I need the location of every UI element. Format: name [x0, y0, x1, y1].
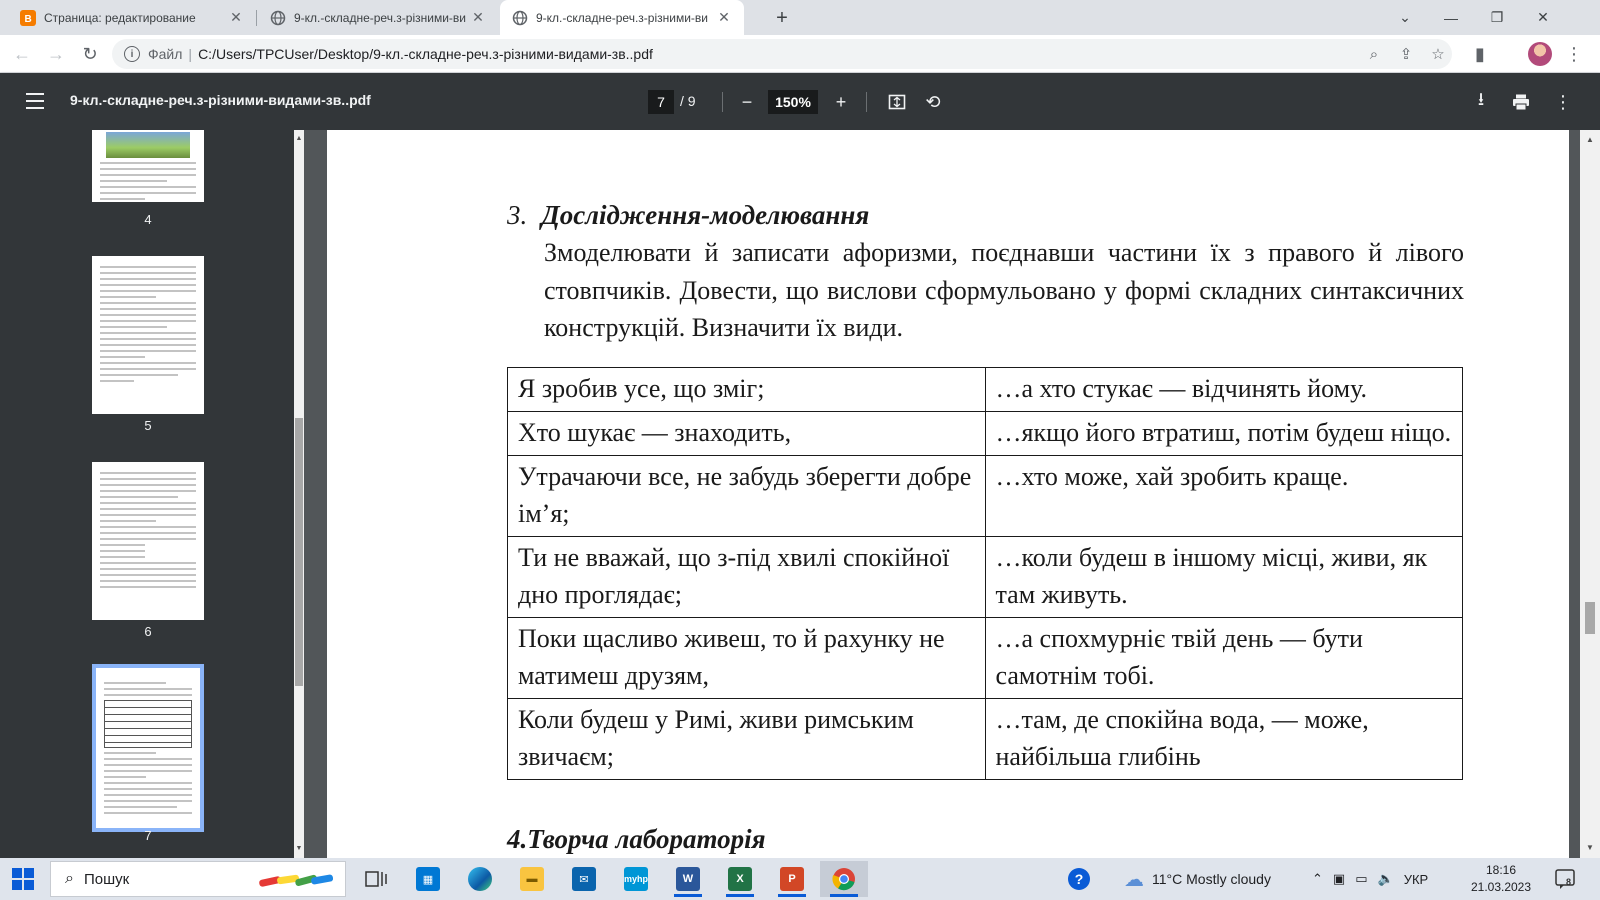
table-cell-right: …якщо його втратиш, потім будеш ніщо.	[985, 412, 1463, 456]
table-cell-left: Поки щасливо живеш, то й рахунку не матимеш друзям,	[508, 618, 986, 699]
windows-start-button[interactable]	[12, 868, 34, 890]
page-total: / 9	[680, 93, 696, 109]
pdf-content-area	[304, 130, 1580, 858]
toolbar-divider	[866, 92, 867, 112]
table-row	[508, 456, 1463, 537]
scrollbar-thumb[interactable]	[295, 418, 303, 686]
new-tab-button[interactable]: +	[776, 6, 788, 29]
browser-toolbar	[0, 35, 1600, 73]
table-cell-right: …там, де спокійна вода, — може, найбільша глибінь	[985, 699, 1463, 780]
more-menu-icon[interactable]: ⋮	[1565, 43, 1583, 64]
table-row	[508, 537, 1463, 618]
system-tray	[1312, 858, 1428, 900]
word-icon[interactable]: W	[664, 861, 712, 897]
download-icon[interactable]: ⭳	[1477, 89, 1485, 109]
next-section-heading: 4.Творча лабораторія	[507, 824, 766, 854]
zoom-in-icon[interactable]: +	[835, 91, 847, 112]
task-view-icon[interactable]	[352, 861, 400, 897]
scroll-up-arrow[interactable]: ▲	[295, 135, 303, 142]
task-title: Дослідження-моделювання	[541, 200, 870, 230]
pdf-toolbar	[0, 73, 1600, 130]
clock-time: 18:16	[1485, 863, 1517, 877]
scroll-down-arrow[interactable]: ▼	[295, 845, 303, 852]
forward-button[interactable]: →	[47, 43, 65, 64]
zoom-out-icon[interactable]: −	[741, 91, 753, 112]
minimize-button[interactable]: —	[1444, 9, 1458, 26]
chevron-down-icon[interactable]: ⌄	[1399, 9, 1411, 25]
table-cell-right: …коли будеш в іншому місці, живи, як там живуть.	[985, 537, 1463, 618]
weather-text: 11°C Mostly cloudy	[1152, 871, 1271, 887]
chrome-icon[interactable]	[820, 861, 868, 897]
scroll-down-arrow[interactable]: ▼	[1586, 843, 1594, 852]
browser-tab-3-active[interactable]	[500, 0, 744, 35]
powerpoint-icon[interactable]: P	[768, 861, 816, 897]
table-cell-right: …а спохмурніє твій день — бути самотнім тобі.	[985, 618, 1463, 699]
battery-icon[interactable]: ▭	[1355, 871, 1368, 886]
task-instructions: Змоделювати й записати афоризми, поєднавши частини їх з правого й лівого стовпчиків. Довести, що вислови сформульовано у формі складних синтаксичних конструкцій. Визначити їх види.	[544, 238, 1464, 342]
notification-icon[interactable]	[1554, 868, 1576, 890]
close-window-button[interactable]: ✕	[1537, 9, 1549, 25]
main-scrollbar[interactable]	[1580, 130, 1600, 858]
fit-page-icon[interactable]	[884, 89, 910, 115]
tab-strip	[0, 0, 1600, 35]
info-icon[interactable]: i	[124, 46, 140, 62]
menu-icon[interactable]	[24, 90, 46, 112]
clock[interactable]	[1470, 862, 1532, 896]
table-cell-left: Утрачаючи все, не забудь зберегти добре ім’я;	[508, 456, 986, 537]
document-title: 9-кл.-складне-реч.з-різними-видами-зв..pdf	[70, 92, 371, 108]
svg-text:B: B	[24, 13, 32, 25]
help-icon[interactable]: ?	[1068, 858, 1090, 900]
task-heading	[507, 200, 869, 231]
volume-icon[interactable]: 🔈	[1377, 871, 1394, 886]
cloud-icon: ☁	[1124, 868, 1144, 891]
meet-now-icon[interactable]: ▣	[1332, 871, 1346, 886]
table-row	[508, 618, 1463, 699]
windows-taskbar	[0, 858, 1600, 900]
rotate-icon[interactable]: ⟲	[925, 91, 941, 112]
thumbnail-page-4[interactable]	[92, 130, 204, 202]
zoom-icon[interactable]: ⌕	[1369, 45, 1379, 63]
microsoft-store-icon[interactable]: ▦	[404, 861, 452, 897]
edge-icon[interactable]	[456, 861, 504, 897]
taskbar-search[interactable]	[50, 861, 346, 897]
browser-tab-1[interactable]	[8, 0, 256, 35]
excel-icon[interactable]: X	[716, 861, 764, 897]
table-cell-right: …хто може, хай зробить краще.	[985, 456, 1463, 537]
aphorism-table	[507, 367, 1463, 780]
sidebar-scrollbar[interactable]	[294, 130, 304, 858]
tab-title: Страница: редактирование	[44, 10, 196, 25]
thumbnail-image	[106, 132, 190, 158]
clock-date: 21.03.2023	[1470, 880, 1532, 894]
pdf-page	[327, 130, 1569, 858]
search-icon: ⌕	[65, 870, 74, 887]
table-cell-left: Я зробив усе, що зміг;	[508, 368, 986, 412]
zoom-level-input[interactable]: 150%	[768, 90, 818, 114]
scroll-up-arrow[interactable]: ▲	[1586, 135, 1594, 144]
crayons-icon	[257, 870, 337, 890]
url-path: C:/Users/TPCUser/Desktop/9-кл.-складне-реч.з-різними-видами-зв..pdf	[198, 46, 653, 62]
notification-count: 8	[1566, 877, 1572, 887]
myhp-icon[interactable]: myhp	[612, 861, 660, 897]
thumbnail-label: 4	[144, 212, 152, 227]
blogger-icon	[20, 10, 36, 26]
close-icon[interactable]: ✕	[230, 9, 242, 25]
bookmark-star-icon[interactable]: ☆	[1431, 46, 1445, 63]
avatar[interactable]	[1528, 42, 1552, 66]
search-placeholder: Пошук	[83, 870, 130, 888]
more-actions-icon[interactable]: ⋮	[1554, 91, 1572, 112]
weather-widget[interactable]	[1124, 858, 1271, 900]
table-cell-left: Ти не вважай, що з-під хвилі спокійної дно проглядає;	[508, 537, 986, 618]
address-bar[interactable]	[112, 39, 1452, 69]
table-row	[508, 412, 1463, 456]
thumbnail-page-5[interactable]	[92, 256, 204, 414]
share-icon[interactable]: ⇪	[1399, 46, 1413, 63]
thumbnail-label: 5	[144, 418, 152, 433]
chevron-up-icon[interactable]: ⌃	[1312, 871, 1323, 886]
url-separator: |	[188, 46, 193, 62]
thumbnail-sidebar	[0, 130, 304, 858]
table-cell-left: Хто шукає — знаходить,	[508, 412, 986, 456]
mail-icon[interactable]: ✉	[560, 861, 608, 897]
back-button[interactable]: ←	[13, 43, 31, 64]
table-row	[508, 368, 1463, 412]
table-row	[508, 699, 1463, 780]
side-panel-icon[interactable]: ▮	[1475, 43, 1485, 64]
task-number: 3.	[507, 200, 528, 230]
thumbnail-label: 7	[144, 828, 152, 843]
reload-button[interactable]: ↻	[82, 43, 98, 64]
url-scheme: Файл	[148, 46, 183, 62]
thumbnail-page-6[interactable]	[92, 462, 204, 620]
globe-icon	[270, 10, 286, 26]
tab-title: 9-кл.-складне-реч.з-різними-ви	[536, 10, 708, 25]
language-indicator[interactable]: УКР	[1403, 871, 1429, 887]
file-explorer-icon[interactable]: ▬	[508, 861, 556, 897]
scrollbar-thumb[interactable]	[1585, 602, 1595, 634]
close-icon[interactable]: ✕	[718, 9, 730, 25]
tab-title: 9-кл.-складне-реч.з-різними-ви	[294, 10, 466, 25]
restore-button[interactable]: ❐	[1490, 9, 1504, 25]
table-cell-left: Коли будеш у Римі, живи римським звичаєм;	[508, 699, 986, 780]
tab-divider	[256, 10, 257, 26]
close-icon[interactable]: ✕	[472, 9, 484, 25]
thumbnail-page-7-active[interactable]	[92, 664, 204, 832]
thumbnail-label: 6	[144, 624, 152, 639]
toolbar-divider	[722, 92, 723, 112]
page-number-input[interactable]: 7	[648, 90, 674, 114]
print-icon[interactable]	[1508, 89, 1534, 115]
globe-icon	[512, 10, 528, 26]
browser-tab-2[interactable]	[258, 0, 498, 35]
table-cell-right: …а хто стукає — відчинять йому.	[985, 368, 1463, 412]
